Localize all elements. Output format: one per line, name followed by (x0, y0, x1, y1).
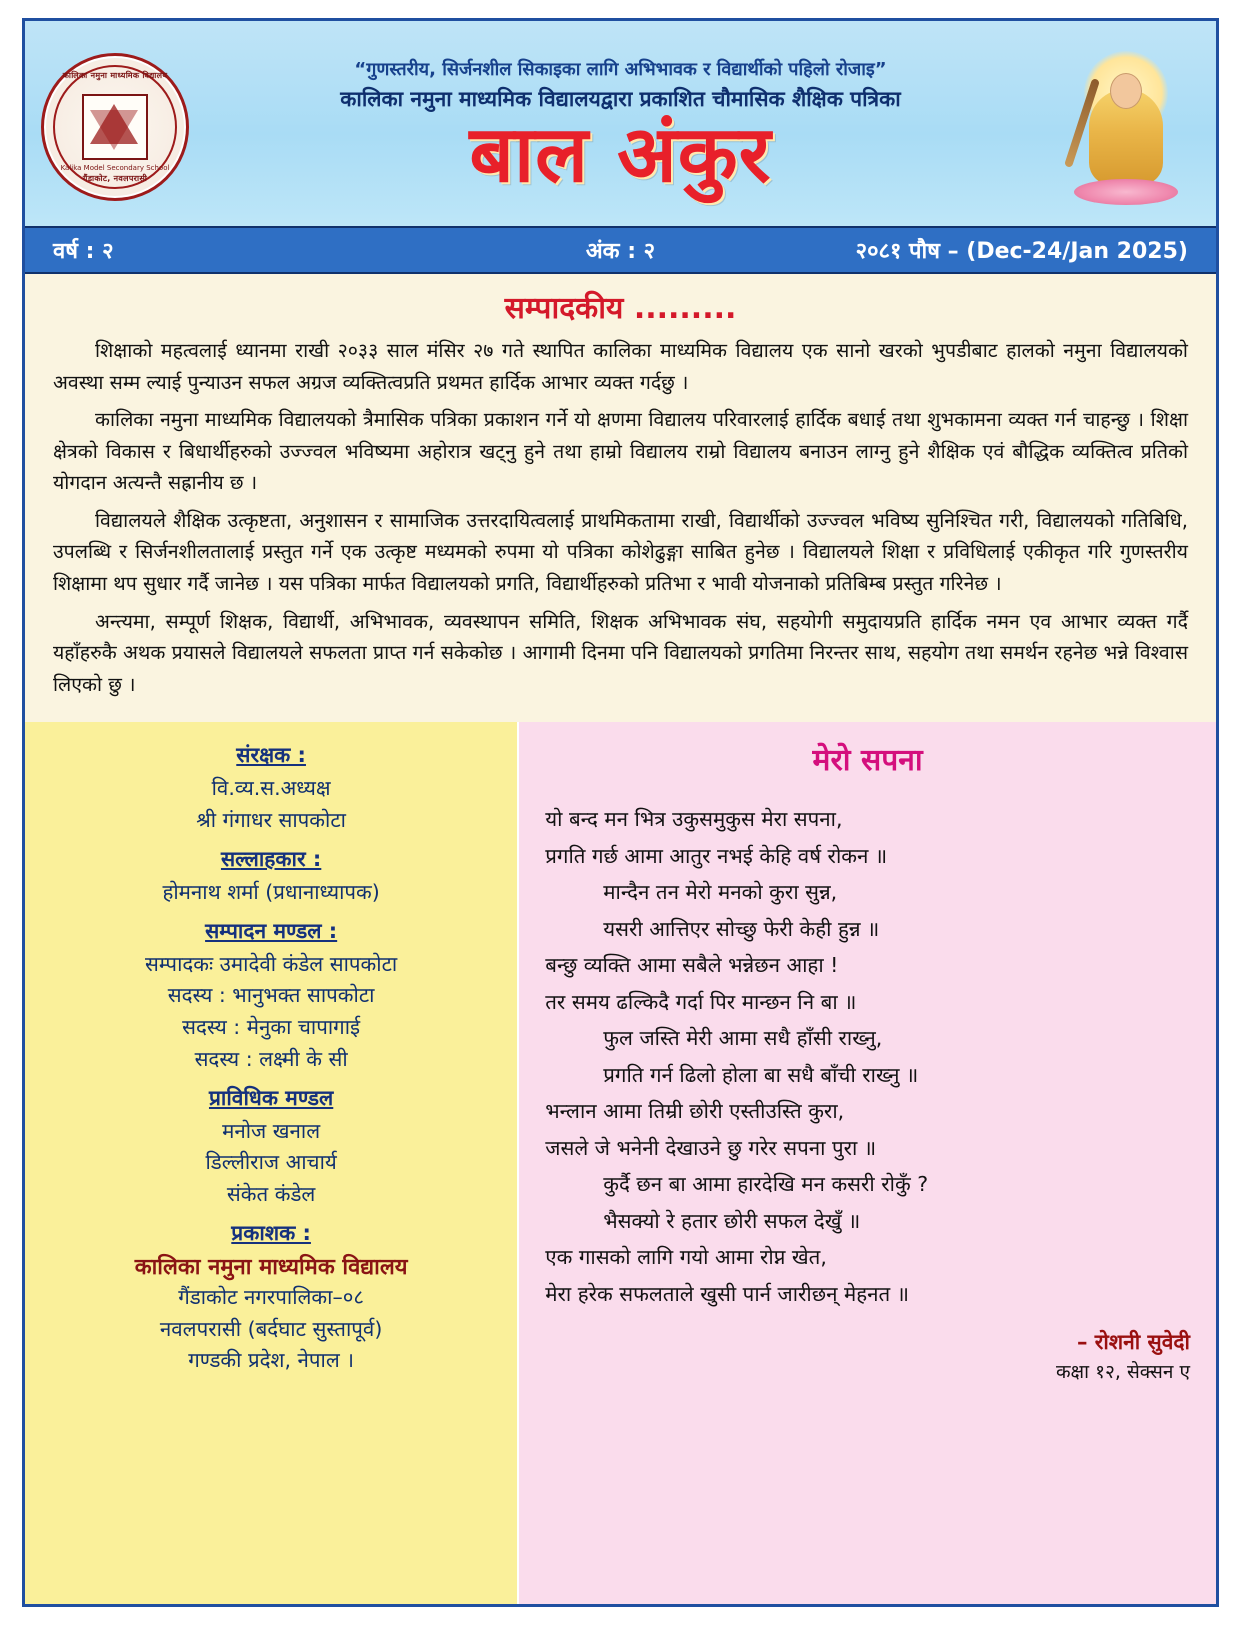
publisher-name: कालिका नमुना माध्यमिक विद्यालय (134, 1254, 408, 1280)
credits-heading: प्राविधिक मण्डल (208, 1085, 334, 1110)
editorial-paragraph: अन्त्यमा, सम्पूर्ण शिक्षक, विद्यार्थी, अभिभावक, व्यवस्थापन समिति, शिक्षक अभिभावक संघ, सहयोगी समुदायप्रति हार्दिक नमन एव आभार व्यक्त गर्दै यहाँहरुकै अथक प्रयासले विद्यालयले सफलता प्राप्त गर्न सकेकोछ । आगामी दिनमा पनि विद्यालयको प्रगतिमा निरन्तर साथ, सहयोग तथा समर्थन रहनेछ भन्ने विश्वास लिएको छु । (53, 609, 1188, 696)
credits-line: सम्पादकः उमादेवी कंडेल सापकोटा (145, 951, 398, 976)
saraswati-illustration (1046, 43, 1206, 211)
credits-heading: सम्पादन मण्डल : (205, 918, 338, 943)
publication-subtitle: कालिका नमुना माध्यमिक विद्यालयद्वारा प्रकाशित चौमासिक शैक्षिक पत्रिका (340, 87, 901, 112)
poem-author: – रोशनी सुवेदी (1076, 1330, 1190, 1355)
poem-author-class: कक्षा १२, सेक्सन ए (1055, 1361, 1190, 1384)
saraswati-icon (1062, 43, 1190, 211)
editorial-paragraph: विद्यालयले शैक्षिक उत्कृष्टता, अनुशासन र सामाजिक उत्तरदायित्वलाई प्राथमिकतामा राखी, विद्यार्थीको उज्ज्वल भविष्य सुनिश्चित गरी, विद्यालयको गतिबिधि, उपलब्धि र सिर्जनशीलतालाई प्रस्तुत गर्ने एक उत्कृष्ट मध्यमको रुपमा यो पत्रिका कोशेढुङ्गा साबित हुनेछ । विद्यालयले शिक्षा र प्रविधिलाई एकीकृत गरि गुणस्तरीय शिक्षामा थप सुधार गर्दै जानेछ । यस पत्रिका मार्फत विद्यालयको प्रगति, विद्यार्थीहरुको प्रतिभा र भावी योजनाको प्रतिबिम्ब प्रस्तुत गरिनेछ । (53, 508, 1188, 596)
poem-line: एक गासको लागि गयो आमा रोप्न खेत, (545, 1245, 827, 1270)
credits-line: नवलपरासी (बर्दघाट सुस्तापूर्व) (159, 1316, 383, 1341)
credits-line: वि.व्य.स.अध्यक्ष (211, 776, 331, 801)
masthead (25, 21, 1216, 226)
credits-line: सदस्य : मेनुका चापागाई (182, 1015, 361, 1040)
credits-line: श्री गंगाधर सापकोटा (196, 808, 346, 833)
credits-heading: सल्लाहकार : (220, 846, 322, 871)
seal-star-icon (82, 94, 148, 160)
masthead-title-block (195, 58, 1046, 200)
poem-line: यो बन्द मन भित्र उकुसमुकुस मेरा सपना, (545, 807, 843, 832)
credits-line: सदस्य : भानुभक्त सापकोटा (167, 983, 375, 1008)
poem-panel (519, 722, 1216, 1604)
seal-bottom-text: गैंडाकोट, नवलपरासी (82, 173, 148, 183)
issue-number: अंक : २ (585, 239, 656, 264)
credits-heading: संरक्षक : (236, 743, 306, 768)
poem-line: मान्दैन तन मेरो मनको कुरा सुन्न, (603, 880, 838, 905)
credits-line: गण्डकी प्रदेश, नेपाल । (188, 1348, 355, 1373)
poem-line: जसले जे भनेनी देखाउने छु गरेर सपना पुरा ॥ (545, 1135, 877, 1160)
poem-line: प्रगति गर्छ आमा आतुर नभई केहि वर्ष रोकन ॥ (545, 843, 888, 868)
poem-line: प्रगति गर्न ढिलो होला बा सधै बाँची राख्नु ॥ (603, 1062, 919, 1087)
tagline: “गुणस्तरीय, सिर्जनशील सिकाइका लागि अभिभावक र विद्यार्थीको पहिलो रोजाइ” (354, 58, 887, 80)
issue-date: २०८१ पौष – (Dec-24/Jan 2025) (855, 239, 1188, 264)
editorial-heading: सम्पादकीय ......... (504, 291, 737, 326)
editorial-section (25, 274, 1216, 722)
poem-line: फुल जस्ति मेरी आमा सधै हाँसी राख्नु, (603, 1026, 883, 1051)
credits-line: होमनाथ शर्मा (प्रधानाध्यापक) (162, 879, 380, 904)
page-title: बाल अंकुर (469, 109, 772, 200)
lower-columns (25, 722, 1216, 1604)
page-frame (22, 18, 1219, 1607)
credits-heading: प्रकाशक : (231, 1220, 311, 1245)
editorial-paragraph: कालिका नमुना माध्यमिक विद्यालयको त्रैमासिक पत्रिका प्रकाशन गर्ने यो क्षणमा विद्यालय परिवारलाई हार्दिक बधाई तथा शुभकामना व्यक्त गर्न चाहन्छु । शिक्षा क्षेत्रको विकास र बिधार्थीहरुको उज्ज्वल भविष्यमा अहोरात्र खट्नु हुने तथा हाम्रो विद्यालय राम्रो विद्यालय बनाउन लाग्नु हुने शैक्षिक एवं बौद्धिक व्यक्तित्व प्रतिको योगदान अत्यन्तै सह्रानीय छ । (53, 408, 1188, 495)
poem-line: बन्छु व्यक्ति आमा सबैले भन्नेछन आहा ! (545, 953, 839, 978)
seal-top-text: कालिका नमुना माध्यमिक विद्यालय (62, 70, 168, 80)
school-logo (35, 53, 195, 201)
poem-line: यसरी आत्तिएर सोच्छु फेरी केही हुन्न ॥ (603, 916, 880, 941)
poem-line: कुर्दै छन बा आमा हारदेखि मन कसरी रोकुँ ? (603, 1172, 929, 1197)
editorial-paragraph: शिक्षाको महत्वलाई ध्यानमा राखी २०३३ साल मंसिर २७ गते स्थापित कालिका माध्यमिक विद्यालय एक सानो खरको भुपडीबाट हालको नमुना विद्यालयको अवस्था सम्म ल्याई पुन्याउन सफल अग्रज व्यक्तित्वप्रति प्रथमत हार्दिक आभार व्यक्त गर्दछु । (53, 339, 1188, 394)
poem-line: मेरा हरेक सफलताले खुसी पार्न जारीछन् मेहनत ॥ (545, 1281, 910, 1306)
issue-bar (25, 226, 1216, 274)
poem-title: मेरो सपना (812, 743, 923, 779)
credits-line: सदस्य : लक्ष्मी के सी (194, 1046, 348, 1071)
credits-panel (25, 722, 519, 1604)
school-seal-icon (41, 53, 189, 201)
poem-line: तर समय ढल्किदै गर्दा पिर मान्छन नि बा ॥ (545, 989, 857, 1014)
credits-line: संकेत कंडेल (226, 1182, 316, 1207)
poem-line: भैसक्यो रे हतार छोरी सफल देखुँ ॥ (603, 1208, 861, 1233)
credits-line: डिल्लीराज आचार्य (205, 1150, 337, 1175)
credits-line: गैंडाकोट नगरपालिका–०८ (178, 1284, 365, 1309)
credits-line: मनोज खनाल (222, 1118, 321, 1143)
issue-year: वर्ष : २ (53, 239, 114, 264)
poem-line: भन्लान आमा तिम्री छोरी एस्तीउस्ति कुरा, (545, 1099, 845, 1124)
seal-mid-text: Kalika Model Secondary School (60, 163, 170, 172)
